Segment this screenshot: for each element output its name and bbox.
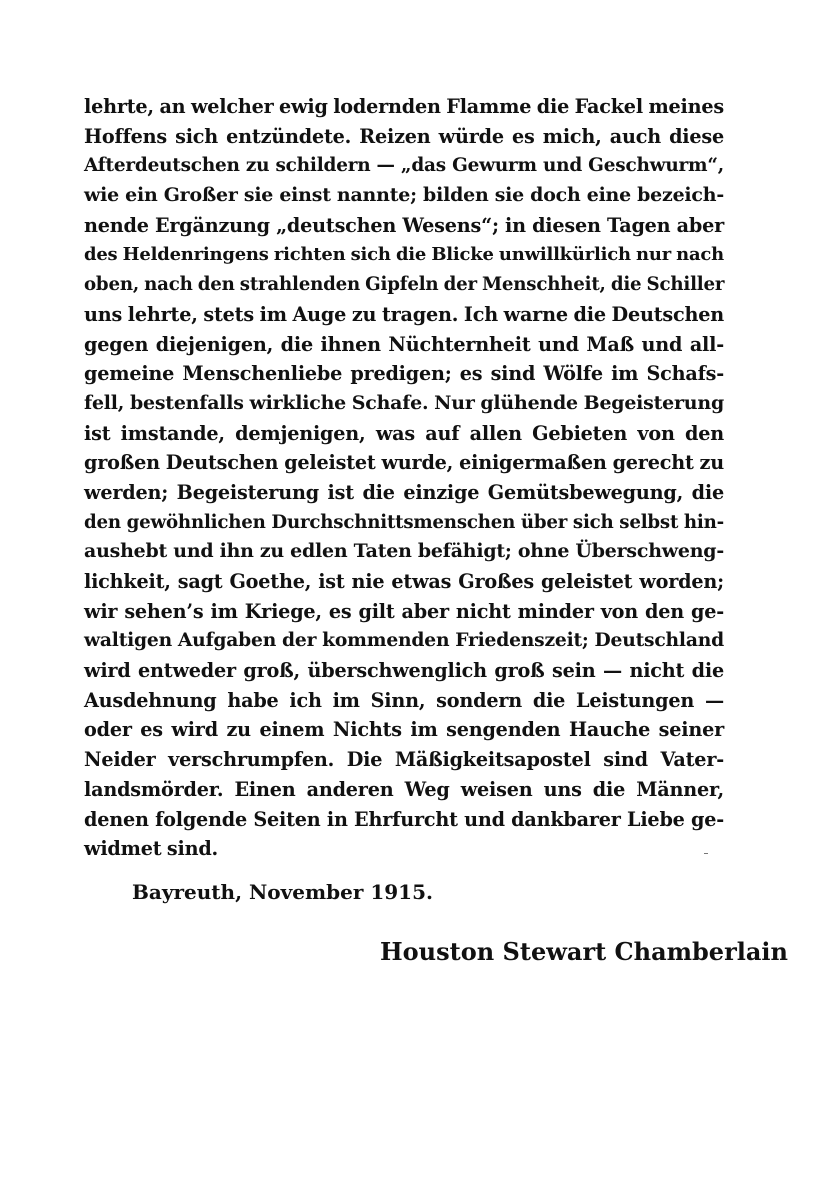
text-line: Hoffens sich entzündete. Reizen würde es mich, auch diese xyxy=(84,124,724,148)
text-line: des Heldenringens richten sich die Blicke unwillkürlich nur nach xyxy=(84,244,724,266)
text-line: oder es wird zu einem Nichts im sengenden Hauche seiner xyxy=(84,718,724,742)
text-line: fell, bestenfalls wirkliche Schafe. Nur glühende Begeisterung xyxy=(84,391,724,414)
text-line: nende Ergänzung „deutschen Wesens“; in diesen Tagen aber xyxy=(84,213,724,237)
text-line: Neider verschrumpfen. Die Mäßigkeitsapostel sind Vater- xyxy=(84,748,724,772)
body-text xyxy=(84,92,724,864)
text-line: gemeine Menschenliebe predigen; es sind Wölfe im Schafs- xyxy=(84,362,724,386)
text-line: oben, nach den strahlenden Gipfeln der Menschheit, die Schiller xyxy=(84,274,725,296)
text-line: landsmörder. Einen anderen Weg weisen uns die Männer, xyxy=(84,777,724,801)
text-line: aushebt und ihn zu edlen Taten befähigt; ohne Überschweng- xyxy=(84,540,724,563)
text-line: wie ein Großer sie einst nannte; bilden sie doch eine bezeich- xyxy=(84,184,724,207)
text-line: ist imstande, demjenigen, was auf allen Gebieten von den xyxy=(84,421,724,445)
text-line: wir sehen’s im Kriege, es gilt aber nicht minder von den ge- xyxy=(84,599,724,623)
author-signature: Houston Stewart Chamberlain xyxy=(380,937,788,966)
text-line: lichkeit, sagt Goethe, ist nie etwas Großes geleistet worden; xyxy=(84,570,724,593)
text-line: lehrte, an welcher ewig lodernden Flamme die Fackel meines xyxy=(84,95,724,118)
text-line: werden; Begeisterung ist die einzige Gemütsbewegung, die xyxy=(84,480,724,504)
text-line: wird entweder groß, überschwenglich groß sein — nicht die xyxy=(84,659,724,683)
text-line: großen Deutschen geleistet wurde, einigermaßen gerecht zu xyxy=(84,451,724,475)
dateline: Bayreuth, November 1915. xyxy=(132,880,433,904)
text-line: denen folgende Seiten in Ehrfurcht und dankbarer Liebe ge- xyxy=(84,807,724,831)
text-line-last: widmet sind. xyxy=(84,837,219,861)
text-line: waltigen Aufgaben der kommenden Friedenszeit; Deutschland xyxy=(84,629,724,652)
text-line: Ausdehnung habe ich im Sinn, sondern die Leistungen — xyxy=(84,688,724,712)
text-line: uns lehrte, stets im Auge zu tragen. Ich warne die Deutschen xyxy=(84,302,724,326)
text-line: gegen diejenigen, die ihnen Nüchternheit und Maß und all- xyxy=(84,332,724,356)
text-line: den gewöhnlichen Durchschnittsmenschen über sich selbst hin- xyxy=(84,511,724,533)
text-line: Afterdeutschen zu schildern — „das Gewurm und Geschwurm“, xyxy=(84,155,724,177)
print-speck xyxy=(704,853,708,854)
